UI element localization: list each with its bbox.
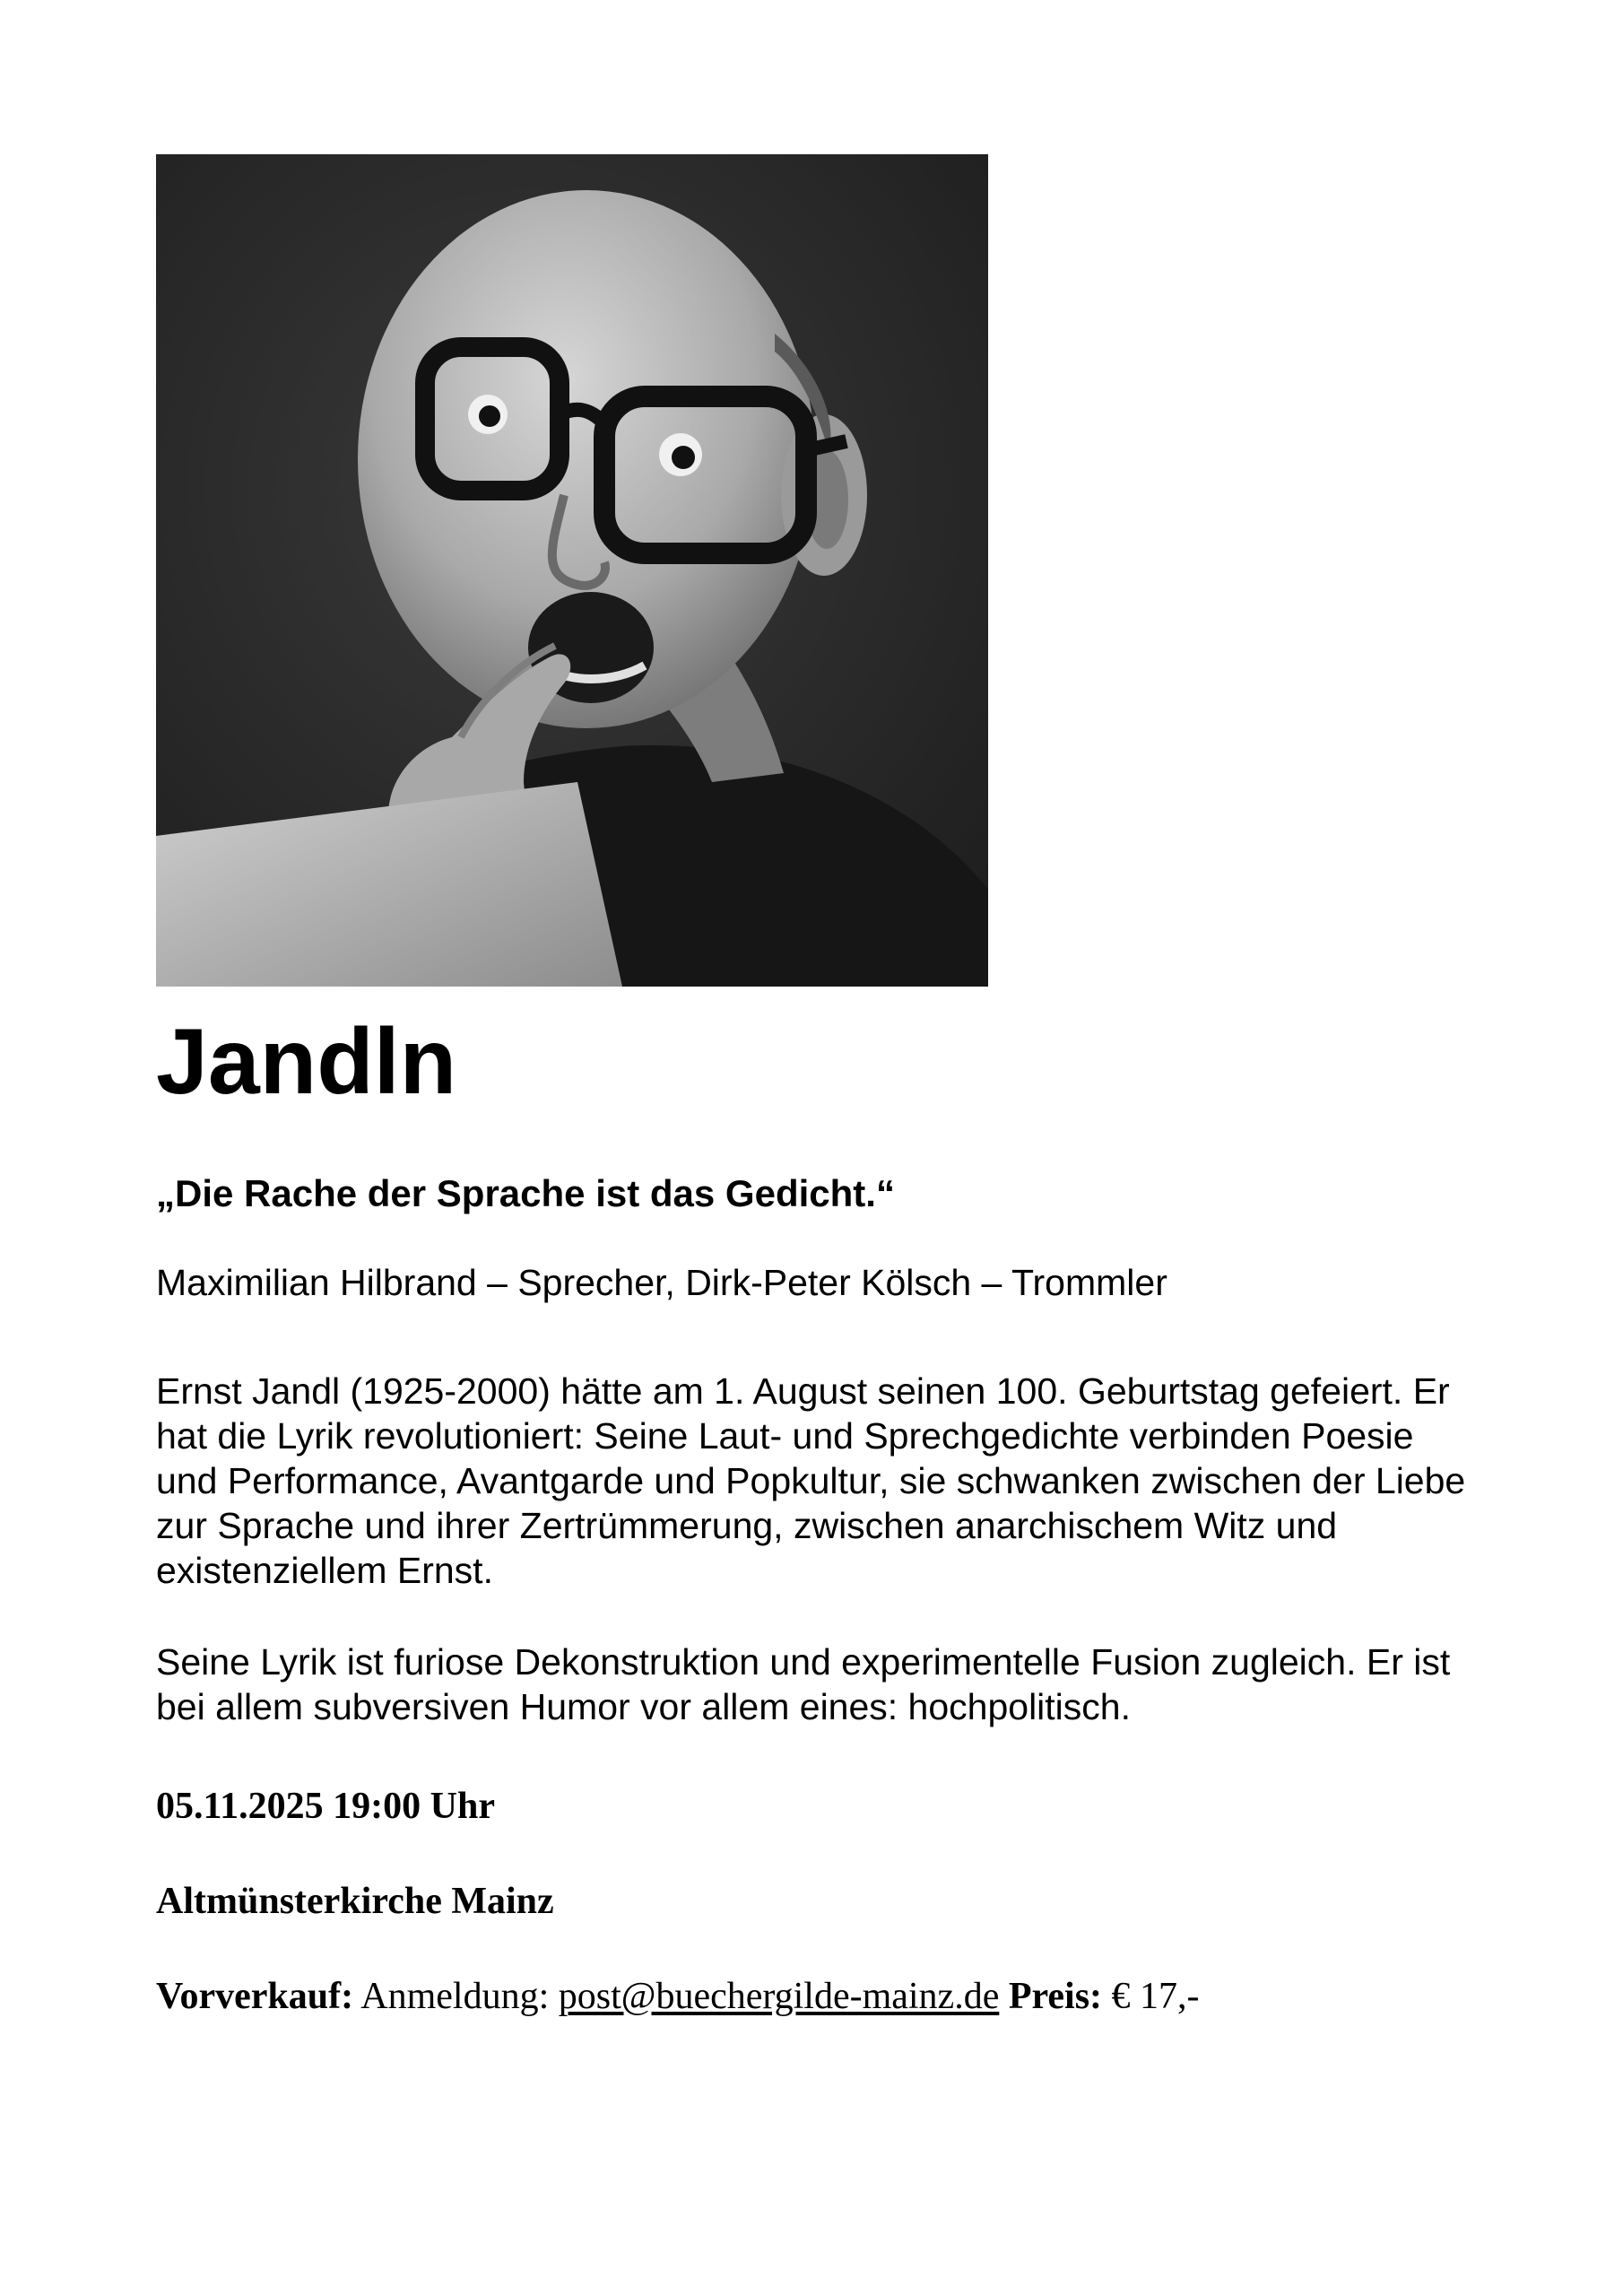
description-paragraph: Seine Lyrik ist furiose Dekonstruktion und experimentelle Fusion zugleich. Er ist bei allem subversiven Humor vor allem eines: hochpolitisch.: [156, 1640, 1451, 1727]
portrait-photo: [156, 154, 988, 987]
flyer: [156, 154, 1501, 2018]
quote: „Die Rache der Sprache ist das Gedicht.“: [156, 1172, 895, 1214]
event-datetime: 05.11.2025 19:00 Uhr: [156, 1785, 495, 1827]
price-value: € 17,-: [1111, 1975, 1200, 2017]
description-paragraph: Ernst Jandl (1925-2000) hätte am 1. August seinen 100. Geburtstag gefeiert. Er hat die Lyrik revolutioniert: Seine Laut- und Sprechgedichte verbinden Poesie und Performance, Avantgarde und Popkultur, sie schwanken zwischen der Liebe zur Sprache und ihrer Zertrümmerung, zwischen anarchischem Witz und existenziellem Ernst.: [156, 1370, 1466, 1591]
portrait-photo-icon: [156, 154, 988, 987]
performers-credits: Maximilian Hilbrand – Sprecher, Dirk-Peter Kölsch – Trommler: [156, 1262, 1167, 1304]
event-venue: Altmünsterkirche Mainz: [156, 1880, 554, 1922]
registration-label: Anmeldung:: [360, 1975, 550, 2017]
booking-info: [156, 1975, 1501, 2018]
presale-label: Vorverkauf:: [156, 1975, 354, 2017]
email-link[interactable]: post@buechergilde-mainz.de: [558, 1975, 1000, 2017]
event-title: Jandln: [156, 1010, 457, 1114]
price-label: Preis:: [1008, 1975, 1103, 2017]
